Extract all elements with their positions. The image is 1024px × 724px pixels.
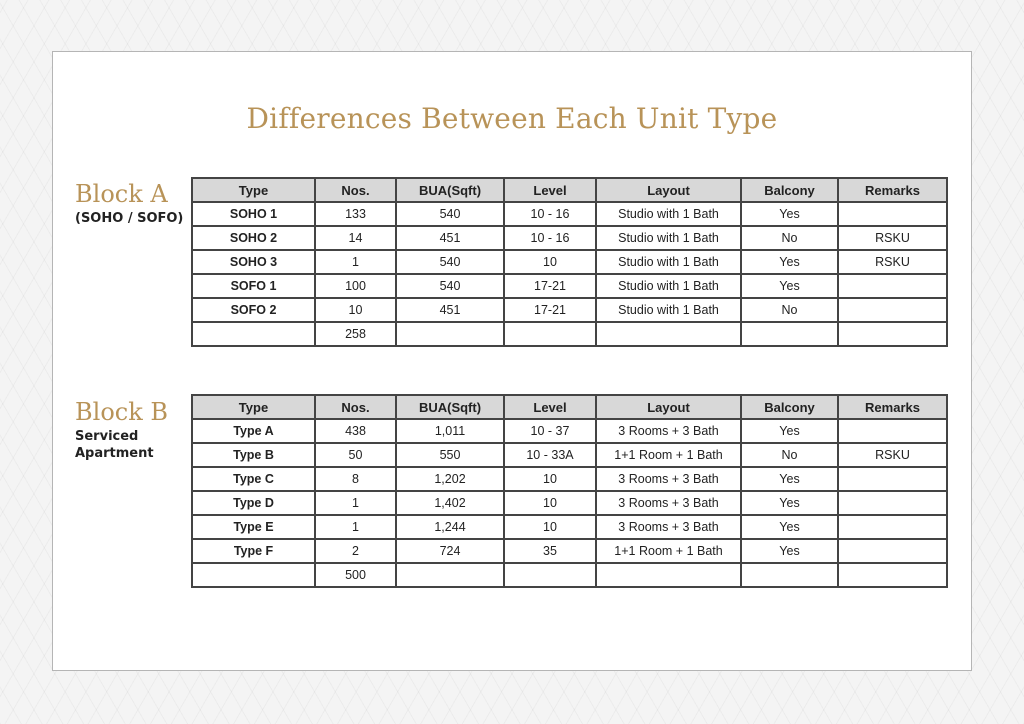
table-cell: Yes bbox=[741, 467, 838, 491]
table-cell: Type A bbox=[192, 419, 315, 443]
table-cell: 10 - 33A bbox=[504, 443, 596, 467]
table-cell: Studio with 1 Bath bbox=[596, 298, 741, 322]
table-cell bbox=[838, 298, 947, 322]
column-header: Balcony bbox=[741, 178, 838, 202]
table-cell: 724 bbox=[396, 539, 504, 563]
table-cell bbox=[396, 322, 504, 346]
column-header: Level bbox=[504, 395, 596, 419]
table-row bbox=[192, 419, 947, 443]
table-cell bbox=[596, 322, 741, 346]
table-cell: 540 bbox=[396, 202, 504, 226]
table-row bbox=[192, 202, 947, 226]
total-units-cell: 258 bbox=[315, 322, 396, 346]
table-cell: RSKU bbox=[838, 443, 947, 467]
table-cell bbox=[192, 322, 315, 346]
table-cell: 451 bbox=[396, 226, 504, 250]
table-cell bbox=[741, 322, 838, 346]
block-b-table bbox=[191, 394, 948, 588]
table-cell bbox=[596, 563, 741, 587]
table-cell: Yes bbox=[741, 539, 838, 563]
table-cell: 10 bbox=[504, 250, 596, 274]
table-cell: 3 Rooms + 3 Bath bbox=[596, 419, 741, 443]
table-cell: 438 bbox=[315, 419, 396, 443]
table-cell: 17-21 bbox=[504, 298, 596, 322]
table-cell: 1 bbox=[315, 250, 396, 274]
table-cell: 1 bbox=[315, 491, 396, 515]
block-a-table bbox=[191, 177, 948, 347]
table-row bbox=[192, 250, 947, 274]
block-b-name: Block B bbox=[75, 398, 169, 426]
table-cell: Type B bbox=[192, 443, 315, 467]
table-cell: SOFO 2 bbox=[192, 298, 315, 322]
table-row bbox=[192, 274, 947, 298]
block-a-name: Block A bbox=[75, 180, 168, 208]
table-cell: Type D bbox=[192, 491, 315, 515]
table-cell: 3 Rooms + 3 Bath bbox=[596, 515, 741, 539]
table-cell: Yes bbox=[741, 419, 838, 443]
table-cell: Yes bbox=[741, 515, 838, 539]
column-header: Level bbox=[504, 178, 596, 202]
table-cell bbox=[741, 563, 838, 587]
table-header-row bbox=[192, 395, 947, 419]
table-cell: 35 bbox=[504, 539, 596, 563]
table-cell: No bbox=[741, 443, 838, 467]
block-a-subtitle: (SOHO / SOFO) bbox=[75, 211, 184, 226]
column-header: BUA(Sqft) bbox=[396, 395, 504, 419]
table-cell: No bbox=[741, 298, 838, 322]
table-cell bbox=[838, 322, 947, 346]
column-header: Layout bbox=[596, 178, 741, 202]
table-cell bbox=[396, 563, 504, 587]
column-header: Nos. bbox=[315, 395, 396, 419]
total-row bbox=[192, 563, 947, 587]
table-cell: 10 bbox=[504, 515, 596, 539]
column-header: Balcony bbox=[741, 395, 838, 419]
table-cell: Type C bbox=[192, 467, 315, 491]
column-header: Type bbox=[192, 178, 315, 202]
table-cell: No bbox=[741, 226, 838, 250]
table-cell: 133 bbox=[315, 202, 396, 226]
table-row bbox=[192, 443, 947, 467]
table-cell: 1,244 bbox=[396, 515, 504, 539]
table-cell bbox=[838, 539, 947, 563]
table-cell: Type E bbox=[192, 515, 315, 539]
column-header: Layout bbox=[596, 395, 741, 419]
table-cell bbox=[504, 322, 596, 346]
table-cell: 1,402 bbox=[396, 491, 504, 515]
table-cell bbox=[504, 563, 596, 587]
table-cell bbox=[838, 491, 947, 515]
column-header: BUA(Sqft) bbox=[396, 178, 504, 202]
table-row bbox=[192, 467, 947, 491]
table-cell: Yes bbox=[741, 274, 838, 298]
total-units-cell: 500 bbox=[315, 563, 396, 587]
column-header: Nos. bbox=[315, 178, 396, 202]
block-a-label bbox=[75, 180, 185, 227]
total-row bbox=[192, 322, 947, 346]
table-row bbox=[192, 515, 947, 539]
table-cell bbox=[838, 419, 947, 443]
table-cell: 8 bbox=[315, 467, 396, 491]
table-cell: 10 bbox=[315, 298, 396, 322]
document-card bbox=[52, 51, 972, 671]
column-header: Type bbox=[192, 395, 315, 419]
page-title: Differences Between Each Unit Type bbox=[246, 102, 778, 135]
table-row bbox=[192, 539, 947, 563]
table-cell bbox=[838, 274, 947, 298]
table-cell: 10 - 16 bbox=[504, 202, 596, 226]
table-cell bbox=[838, 202, 947, 226]
table-cell: Studio with 1 Bath bbox=[596, 274, 741, 298]
table-cell: RSKU bbox=[838, 226, 947, 250]
table-cell: Yes bbox=[741, 491, 838, 515]
table-cell: 550 bbox=[396, 443, 504, 467]
table-cell: 10 - 37 bbox=[504, 419, 596, 443]
table-cell: 17-21 bbox=[504, 274, 596, 298]
table-cell bbox=[838, 515, 947, 539]
table-row bbox=[192, 298, 947, 322]
table-cell: 3 Rooms + 3 Bath bbox=[596, 491, 741, 515]
block-b-subtitle: Serviced Apartment bbox=[75, 429, 154, 461]
table-cell: Yes bbox=[741, 250, 838, 274]
table-cell: SOHO 2 bbox=[192, 226, 315, 250]
table-cell: SOHO 3 bbox=[192, 250, 315, 274]
column-header: Remarks bbox=[838, 178, 947, 202]
table-cell: Type F bbox=[192, 539, 315, 563]
table-cell: 3 Rooms + 3 Bath bbox=[596, 467, 741, 491]
table-cell: SOHO 1 bbox=[192, 202, 315, 226]
table-cell: Studio with 1 Bath bbox=[596, 202, 741, 226]
table-cell: 10 - 16 bbox=[504, 226, 596, 250]
table-cell: SOFO 1 bbox=[192, 274, 315, 298]
table-cell: 451 bbox=[396, 298, 504, 322]
table-cell: 10 bbox=[504, 467, 596, 491]
column-header: Remarks bbox=[838, 395, 947, 419]
table-cell: 1,202 bbox=[396, 467, 504, 491]
block-b-label bbox=[75, 398, 185, 462]
table-cell: Studio with 1 Bath bbox=[596, 226, 741, 250]
table-cell: 1,011 bbox=[396, 419, 504, 443]
table-cell: Studio with 1 Bath bbox=[596, 250, 741, 274]
table-cell: 1+1 Room + 1 Bath bbox=[596, 539, 741, 563]
table-cell bbox=[192, 563, 315, 587]
table-cell: RSKU bbox=[838, 250, 947, 274]
table-row bbox=[192, 226, 947, 250]
table-cell: Yes bbox=[741, 202, 838, 226]
table-cell: 100 bbox=[315, 274, 396, 298]
table-header-row bbox=[192, 178, 947, 202]
table-row bbox=[192, 491, 947, 515]
table-cell: 1 bbox=[315, 515, 396, 539]
table-cell: 50 bbox=[315, 443, 396, 467]
table-cell: 540 bbox=[396, 274, 504, 298]
table-cell: 14 bbox=[315, 226, 396, 250]
table-cell bbox=[838, 563, 947, 587]
table-cell: 2 bbox=[315, 539, 396, 563]
table-cell: 1+1 Room + 1 Bath bbox=[596, 443, 741, 467]
table-cell bbox=[838, 467, 947, 491]
table-cell: 540 bbox=[396, 250, 504, 274]
table-cell: 10 bbox=[504, 491, 596, 515]
